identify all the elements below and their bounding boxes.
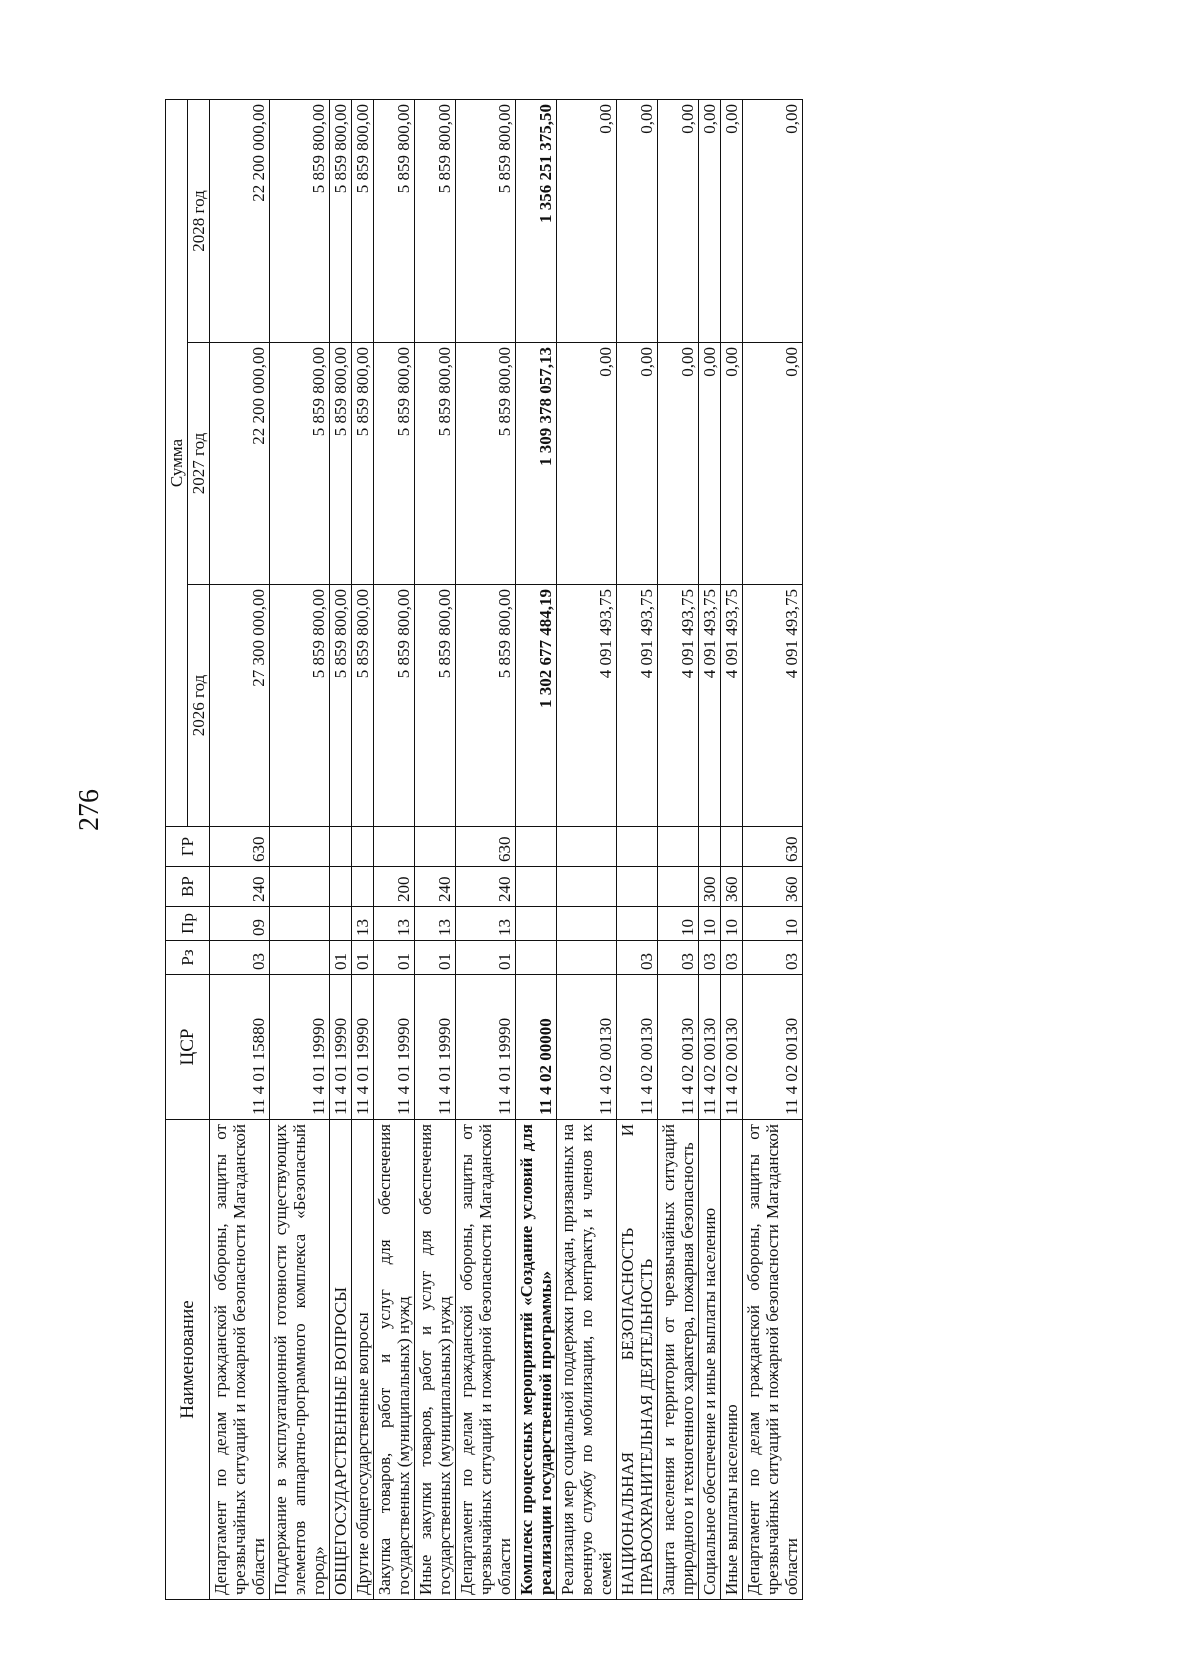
cell-2027: 1 309 378 057,13 [516, 343, 557, 585]
header-csr: ЦСР [166, 975, 210, 1120]
cell-2027: 5 859 800,00 [456, 343, 516, 585]
cell-2026: 4 091 493,75 [617, 585, 658, 827]
cell-2026: 5 859 800,00 [415, 585, 456, 827]
cell-pr [270, 907, 330, 941]
cell-2027: 5 859 800,00 [352, 343, 374, 585]
cell-2026: 1 302 677 484,19 [516, 585, 557, 827]
cell-vr [557, 867, 617, 907]
cell-pr [557, 907, 617, 941]
cell-2028: 0,00 [557, 100, 617, 343]
cell-2026: 4 091 493,75 [743, 585, 803, 827]
cell-pr: 10 [743, 907, 803, 941]
header-2028: 2028 год [188, 100, 210, 343]
header-gr: ГР [166, 827, 210, 867]
cell-rz: 03 [658, 941, 699, 975]
cell-csr: 11 4 02 00130 [617, 975, 658, 1120]
cell-pr [617, 907, 658, 941]
header-2026: 2026 год [188, 585, 210, 827]
cell-csr: 11 4 02 00130 [699, 975, 721, 1120]
cell-csr: 11 4 02 00130 [557, 975, 617, 1120]
cell-name: НАЦИОНАЛЬНАЯ БЕЗОПАСНОСТЬ И ПРАВООХРАНИТЕЛЬНАЯ ДЕЯТЕЛЬНОСТЬ [617, 1120, 658, 1600]
cell-pr: 09 [210, 907, 270, 941]
cell-name: Закупка товаров, работ и услуг для обеспечения государственных (муниципальных) нужд [374, 1120, 415, 1600]
cell-name: Реализация мер социальной поддержки граждан, призванных на военную службу по мобилизации, по контракту, и членов их семей [557, 1120, 617, 1600]
table-row [270, 100, 330, 1600]
table-row [352, 100, 374, 1600]
table-row [557, 100, 617, 1600]
cell-csr: 11 4 01 19990 [374, 975, 415, 1120]
cell-vr [516, 867, 557, 907]
table-row [658, 100, 699, 1600]
cell-pr: 13 [374, 907, 415, 941]
header-vr: ВР [166, 867, 210, 907]
cell-gr [330, 827, 352, 867]
cell-vr [352, 867, 374, 907]
cell-rz: 03 [617, 941, 658, 975]
cell-name: Защита населения и территории от чрезвычайных ситуаций природного и техногенного характера, пожарная безопасность [658, 1120, 699, 1600]
cell-name: Социальное обеспечение и иные выплаты населению [699, 1120, 721, 1600]
cell-gr [699, 827, 721, 867]
cell-name: Комплекс процессных мероприятий «Создание условий для реализации государственной программы» [516, 1120, 557, 1600]
cell-pr [516, 907, 557, 941]
cell-2027: 0,00 [721, 343, 743, 585]
cell-2027: 22 200 000,00 [210, 343, 270, 585]
header-name: Наименование [166, 1120, 210, 1600]
cell-name: Поддержание в эксплуатационной готовности существующих элементов аппаратно-программного комплекса «Безопасный город» [270, 1120, 330, 1600]
cell-gr [658, 827, 699, 867]
cell-pr: 13 [352, 907, 374, 941]
cell-2028: 5 859 800,00 [415, 100, 456, 343]
cell-csr: 11 4 02 00130 [658, 975, 699, 1120]
cell-gr [617, 827, 658, 867]
cell-gr: 630 [456, 827, 516, 867]
cell-2028: 5 859 800,00 [374, 100, 415, 343]
cell-rz: 03 [743, 941, 803, 975]
cell-csr: 11 4 01 15880 [210, 975, 270, 1120]
cell-2028: 22 200 000,00 [210, 100, 270, 343]
cell-2026: 5 859 800,00 [270, 585, 330, 827]
cell-2027: 0,00 [557, 343, 617, 585]
cell-2027: 0,00 [743, 343, 803, 585]
table-body [210, 100, 803, 1600]
cell-2026: 5 859 800,00 [330, 585, 352, 827]
cell-2026: 5 859 800,00 [456, 585, 516, 827]
cell-name: Департамент по делам гражданской обороны, защиты от чрезвычайных ситуаций и пожарной безопасности Магаданской области [743, 1120, 803, 1600]
cell-2027: 5 859 800,00 [374, 343, 415, 585]
cell-gr [374, 827, 415, 867]
cell-name: Другие общегосударственные вопросы [352, 1120, 374, 1600]
cell-rz [516, 941, 557, 975]
header-pr: Пр [166, 907, 210, 941]
cell-2026: 5 859 800,00 [374, 585, 415, 827]
cell-name: ОБЩЕГОСУДАРСТВЕННЫЕ ВОПРОСЫ [330, 1120, 352, 1600]
cell-2026: 27 300 000,00 [210, 585, 270, 827]
cell-csr: 11 4 02 00130 [743, 975, 803, 1120]
cell-name: Департамент по делам гражданской обороны, защиты от чрезвычайных ситуаций и пожарной безопасности Магаданской области [210, 1120, 270, 1600]
cell-pr: 10 [699, 907, 721, 941]
cell-rz: 01 [456, 941, 516, 975]
cell-name: Иные закупки товаров, работ и услуг для обеспечения государственных (муниципальных) нужд [415, 1120, 456, 1600]
cell-gr [721, 827, 743, 867]
header-rz: Рз [166, 941, 210, 975]
cell-vr [658, 867, 699, 907]
cell-2028: 0,00 [699, 100, 721, 343]
header-sum: Сумма [166, 100, 188, 827]
cell-2026: 4 091 493,75 [658, 585, 699, 827]
table-row [699, 100, 721, 1600]
cell-2028: 5 859 800,00 [270, 100, 330, 343]
cell-pr: 13 [415, 907, 456, 941]
rotated-table-container [165, 100, 1045, 1600]
cell-2028: 0,00 [658, 100, 699, 343]
cell-2027: 5 859 800,00 [415, 343, 456, 585]
cell-2026: 5 859 800,00 [352, 585, 374, 827]
cell-csr: 11 4 02 00130 [721, 975, 743, 1120]
cell-gr [415, 827, 456, 867]
table-row [721, 100, 743, 1600]
cell-vr [330, 867, 352, 907]
cell-rz: 03 [699, 941, 721, 975]
cell-rz: 01 [330, 941, 352, 975]
cell-vr [270, 867, 330, 907]
cell-2028: 0,00 [721, 100, 743, 343]
cell-2026: 4 091 493,75 [699, 585, 721, 827]
cell-2028: 5 859 800,00 [456, 100, 516, 343]
budget-table [165, 99, 803, 1600]
cell-pr: 10 [721, 907, 743, 941]
cell-2026: 4 091 493,75 [721, 585, 743, 827]
cell-2027: 5 859 800,00 [270, 343, 330, 585]
cell-csr: 11 4 01 19990 [270, 975, 330, 1120]
cell-rz: 01 [352, 941, 374, 975]
cell-vr: 360 [743, 867, 803, 907]
header-2027: 2027 год [188, 343, 210, 585]
table-row [415, 100, 456, 1600]
cell-name: Иные выплаты населению [721, 1120, 743, 1600]
cell-rz: 03 [210, 941, 270, 975]
cell-gr [270, 827, 330, 867]
cell-pr: 10 [658, 907, 699, 941]
cell-2028: 0,00 [743, 100, 803, 343]
cell-csr: 11 4 01 19990 [456, 975, 516, 1120]
cell-csr: 11 4 01 19990 [330, 975, 352, 1120]
cell-name: Департамент по делам гражданской обороны, защиты от чрезвычайных ситуаций и пожарной безопасности Магаданской области [456, 1120, 516, 1600]
cell-gr: 630 [210, 827, 270, 867]
table-row [456, 100, 516, 1600]
table-row [210, 100, 270, 1600]
cell-2027: 5 859 800,00 [330, 343, 352, 585]
page-number: 276 [74, 789, 105, 831]
cell-vr: 360 [721, 867, 743, 907]
cell-2027: 0,00 [658, 343, 699, 585]
cell-2027: 0,00 [699, 343, 721, 585]
cell-gr [352, 827, 374, 867]
cell-gr [557, 827, 617, 867]
cell-rz: 01 [374, 941, 415, 975]
table-row [330, 100, 352, 1600]
cell-2028: 5 859 800,00 [330, 100, 352, 343]
cell-rz: 01 [415, 941, 456, 975]
cell-pr: 13 [456, 907, 516, 941]
cell-2026: 4 091 493,75 [557, 585, 617, 827]
cell-2028: 0,00 [617, 100, 658, 343]
cell-gr: 630 [743, 827, 803, 867]
cell-gr [516, 827, 557, 867]
cell-2028: 1 356 251 375,50 [516, 100, 557, 343]
cell-rz [270, 941, 330, 975]
cell-vr: 240 [415, 867, 456, 907]
cell-csr: 11 4 01 19990 [352, 975, 374, 1120]
cell-vr: 200 [374, 867, 415, 907]
table-row [617, 100, 658, 1600]
table-row [516, 100, 557, 1600]
cell-vr: 240 [210, 867, 270, 907]
table-row [743, 100, 803, 1600]
cell-vr: 240 [456, 867, 516, 907]
cell-2028: 5 859 800,00 [352, 100, 374, 343]
cell-vr: 300 [699, 867, 721, 907]
cell-2027: 0,00 [617, 343, 658, 585]
cell-rz [557, 941, 617, 975]
cell-vr [617, 867, 658, 907]
cell-rz: 03 [721, 941, 743, 975]
cell-pr [330, 907, 352, 941]
cell-csr: 11 4 02 00000 [516, 975, 557, 1120]
cell-csr: 11 4 01 19990 [415, 975, 456, 1120]
table-row [374, 100, 415, 1600]
